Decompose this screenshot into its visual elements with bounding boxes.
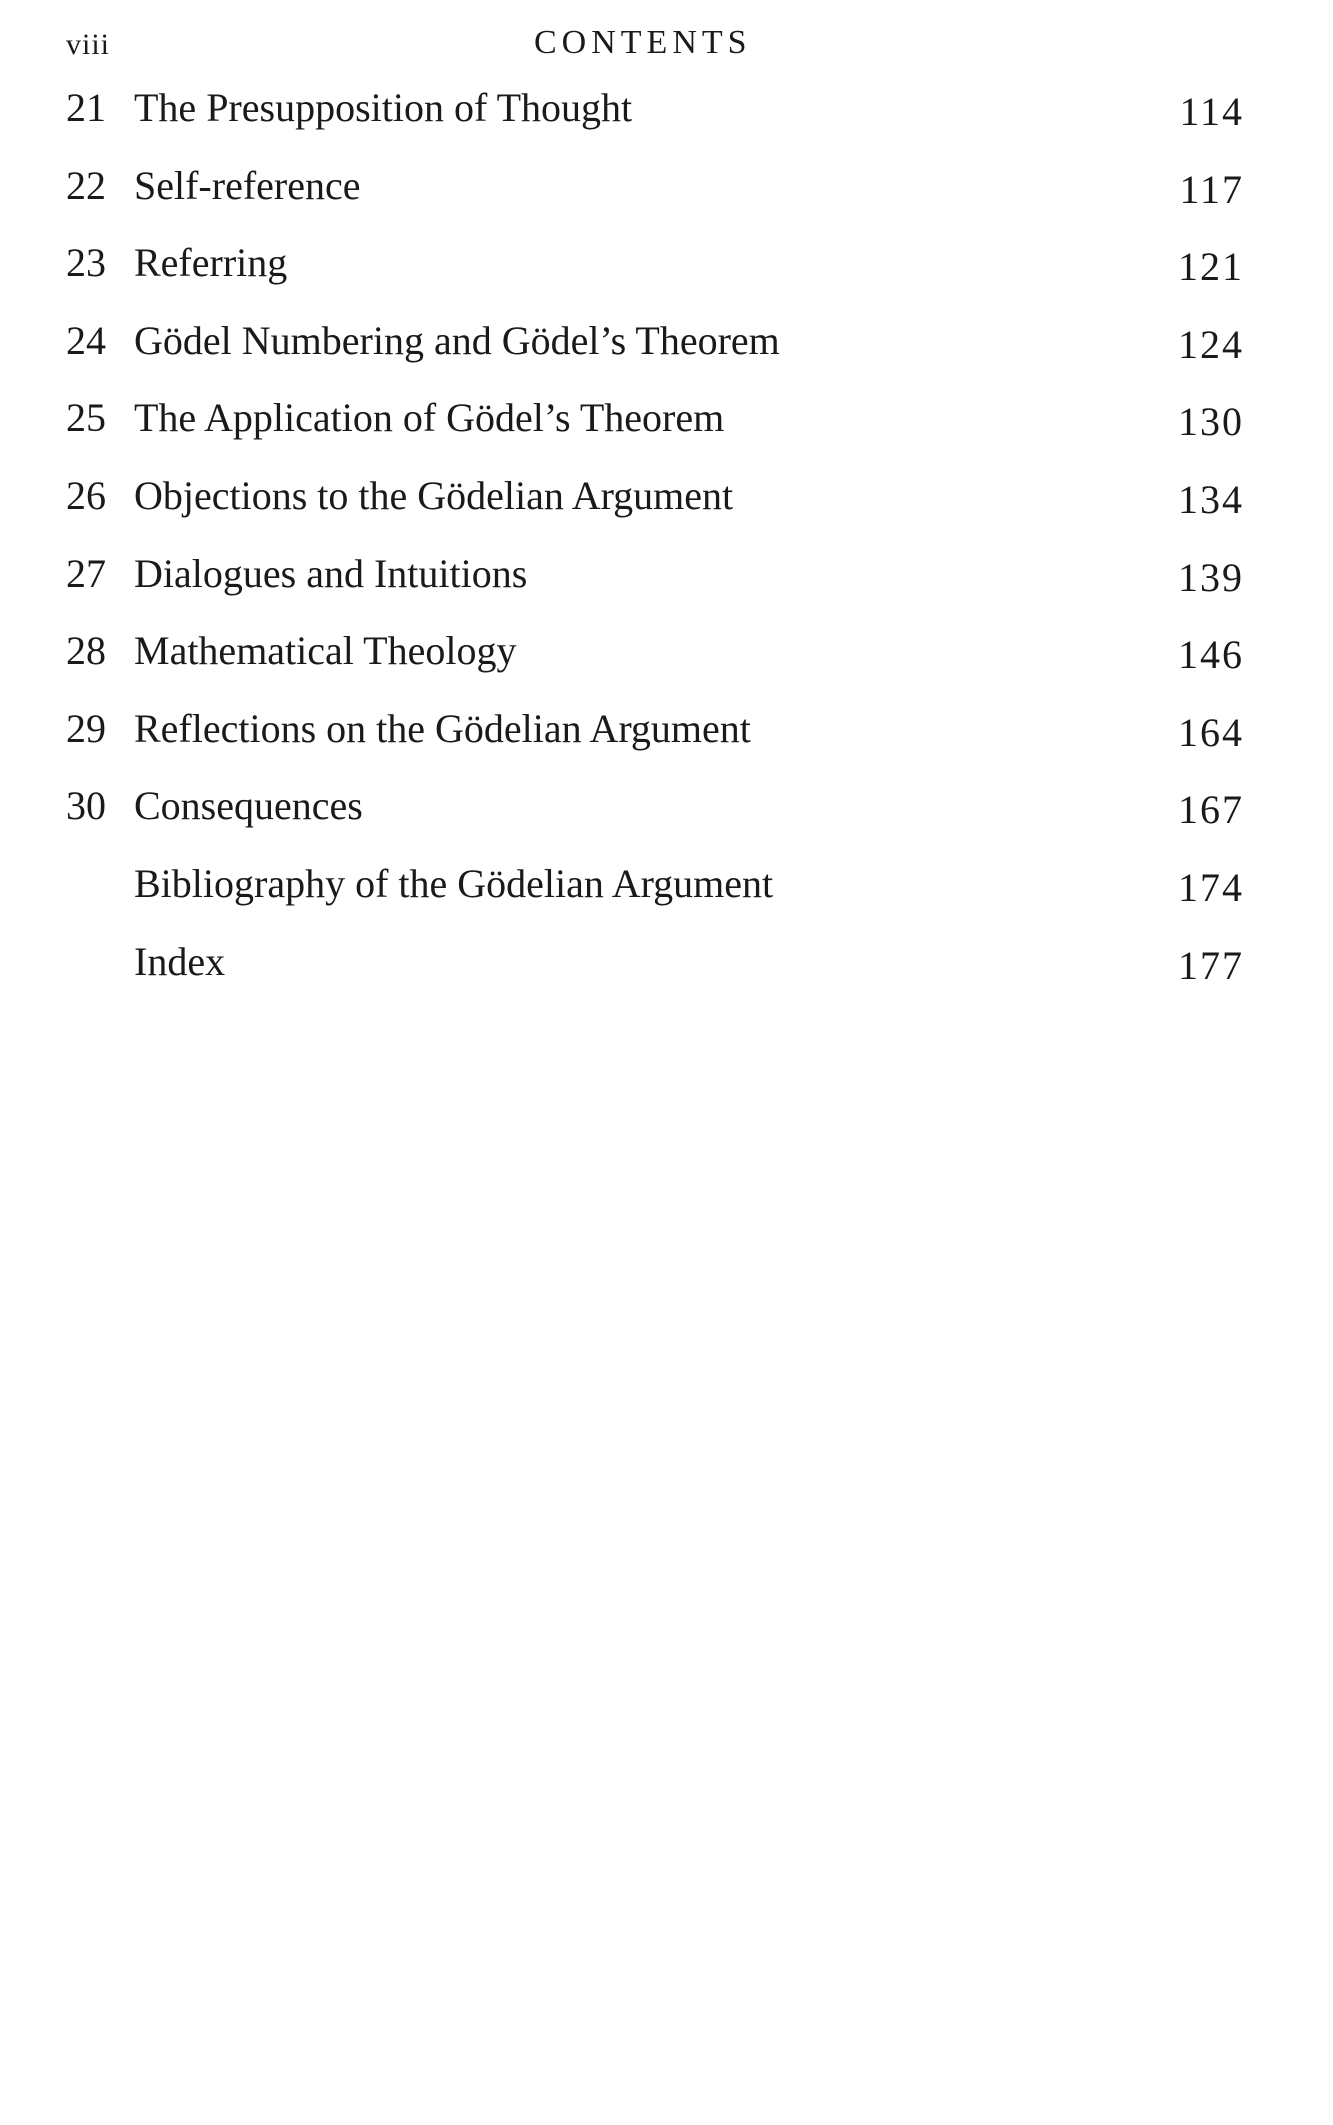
chapter-title: Self-reference <box>134 162 361 208</box>
page-number: 167 <box>1178 787 1244 833</box>
toc-entry-22 <box>64 156 1244 234</box>
page-number: 174 <box>1178 864 1244 910</box>
chapter-title: Index <box>134 938 226 984</box>
chapter-number: 25 <box>66 395 106 441</box>
table-of-contents <box>64 78 1244 1009</box>
page-number: 117 <box>1179 166 1244 212</box>
chapter-title: Gödel Numbering and Gödel’s Theorem <box>134 317 780 363</box>
page-number: 177 <box>1178 942 1244 988</box>
chapter-title: The Presupposition of Thought <box>134 85 633 130</box>
page-number: 124 <box>1178 321 1244 367</box>
page-number: 164 <box>1178 709 1244 755</box>
chapter-number: 27 <box>66 550 106 596</box>
chapter-number: 23 <box>66 240 106 286</box>
toc-entry-28 <box>64 621 1244 699</box>
toc-entry-24 <box>64 311 1244 389</box>
toc-entry-29 <box>64 699 1244 777</box>
chapter-number: 30 <box>66 783 106 829</box>
toc-entry-bibliography <box>64 854 1244 932</box>
page-number: 139 <box>1178 554 1244 600</box>
toc-entry-23 <box>64 233 1244 311</box>
running-head <box>64 22 1244 70</box>
page-folio: viii <box>66 28 111 61</box>
toc-entry-index <box>64 932 1244 1010</box>
chapter-number: 26 <box>66 472 106 518</box>
chapter-title: Bibliography of the Gödelian Argument <box>134 860 774 906</box>
chapter-number: 21 <box>66 85 106 130</box>
page-number: 114 <box>1179 89 1244 134</box>
toc-entry-26 <box>64 466 1244 544</box>
page-number: 121 <box>1178 244 1244 290</box>
chapter-number: 29 <box>66 705 106 751</box>
page-number: 134 <box>1178 476 1244 522</box>
chapter-title: Reflections on the Gödelian Argument <box>134 705 751 751</box>
running-head-title: CONTENTS <box>534 24 752 61</box>
chapter-title: Consequences <box>134 783 363 829</box>
chapter-title: The Application of Gödel’s Theorem <box>134 395 725 441</box>
chapter-title: Referring <box>134 240 288 286</box>
page-number: 130 <box>1178 399 1244 445</box>
chapter-number: 22 <box>66 162 106 208</box>
toc-entry-25 <box>64 388 1244 466</box>
chapter-number: 24 <box>66 317 106 363</box>
toc-entry-21 <box>64 78 1244 156</box>
chapter-title: Dialogues and Intuitions <box>134 550 528 596</box>
toc-entry-27 <box>64 544 1244 622</box>
page-number: 146 <box>1178 632 1244 678</box>
chapter-number: 28 <box>66 628 106 674</box>
chapter-title: Objections to the Gödelian Argument <box>134 472 734 518</box>
toc-entry-30 <box>64 776 1244 854</box>
chapter-title: Mathematical Theology <box>134 628 517 674</box>
